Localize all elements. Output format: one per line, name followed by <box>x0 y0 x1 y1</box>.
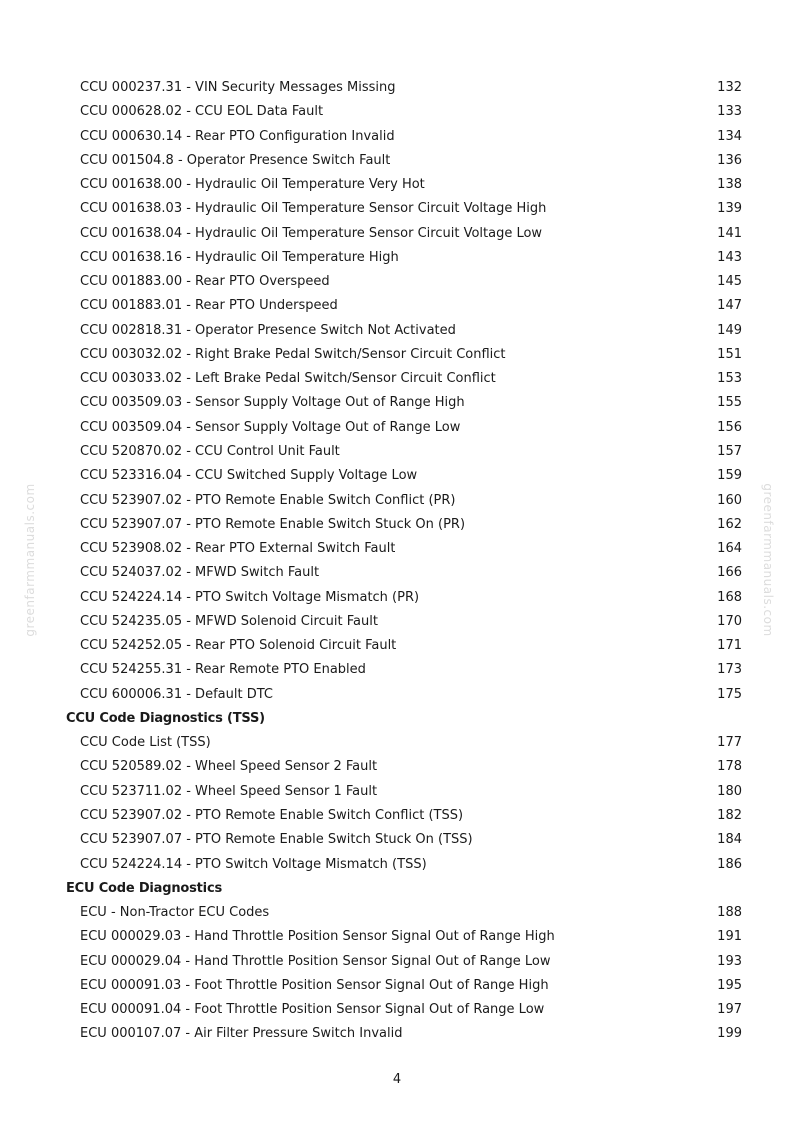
entry-title: ECU 000091.04 - Foot Throttle Position Sensor Signal Out of Range Low <box>80 1002 545 1018</box>
toc-entry[interactable] <box>66 974 742 998</box>
entry-title: ECU 000029.04 - Hand Throttle Position Sensor Signal Out of Range Low <box>80 953 551 969</box>
entry-title: CCU 001883.01 - Rear PTO Underspeed <box>80 298 338 314</box>
toc-entry[interactable] <box>66 901 742 925</box>
entry-title: CCU 524037.02 - MFWD Switch Fault <box>80 565 320 581</box>
toc-entry[interactable] <box>66 731 742 755</box>
toc-entry[interactable] <box>66 755 742 779</box>
entry-title: CCU 000630.14 - Rear PTO Configuration Invalid <box>80 128 395 144</box>
toc-entry[interactable] <box>66 950 742 974</box>
entry-title: CCU 003509.04 - Sensor Supply Voltage Out of Range Low <box>80 419 461 435</box>
entry-page-number: 184 <box>717 832 742 848</box>
toc-entry[interactable] <box>66 828 742 852</box>
toc-entry[interactable] <box>66 319 742 343</box>
entry-page-number: 157 <box>717 443 742 459</box>
toc-entry[interactable] <box>66 489 742 513</box>
entry-page-number: 160 <box>717 492 742 508</box>
entry-page-number: 145 <box>717 274 742 290</box>
entry-page-number: 175 <box>717 686 742 702</box>
entry-page-number: 199 <box>717 1026 742 1042</box>
watermark-left: greenfarmmanuals.com <box>23 483 37 637</box>
entry-page-number: 143 <box>717 249 742 265</box>
toc-entry[interactable] <box>66 149 742 173</box>
entry-page-number: 188 <box>717 905 742 921</box>
entry-title: ECU - Non-Tractor ECU Codes <box>80 905 270 921</box>
toc-section-heading <box>66 877 742 901</box>
entry-page-number: 178 <box>717 759 742 775</box>
toc-entry[interactable] <box>66 246 742 270</box>
entry-title: ECU 000091.03 - Foot Throttle Position Sensor Signal Out of Range High <box>80 977 549 993</box>
toc-entry[interactable] <box>66 610 742 634</box>
entry-page-number: 159 <box>717 468 742 484</box>
entry-page-number: 166 <box>717 565 742 581</box>
toc-entry[interactable] <box>66 658 742 682</box>
entry-title: CCU 002818.31 - Operator Presence Switch Not Activated <box>80 322 456 338</box>
toc-entry[interactable] <box>66 294 742 318</box>
entry-title: CCU 523316.04 - CCU Switched Supply Voltage Low <box>80 468 418 484</box>
toc-entry[interactable] <box>66 391 742 415</box>
toc-entry[interactable] <box>66 925 742 949</box>
entry-page-number: 138 <box>717 177 742 193</box>
entry-title: CCU 003509.03 - Sensor Supply Voltage Out of Range High <box>80 395 465 411</box>
entry-page-number: 191 <box>717 929 742 945</box>
entry-page-number: 195 <box>717 977 742 993</box>
entry-page-number: 162 <box>717 516 742 532</box>
toc-entry[interactable] <box>66 634 742 658</box>
entry-title: CCU 000628.02 - CCU EOL Data Fault <box>80 104 324 120</box>
entry-page-number: 193 <box>717 953 742 969</box>
section-title: CCU Code Diagnostics (TSS) <box>66 710 265 726</box>
entry-page-number: 173 <box>717 662 742 678</box>
entry-page-number: 168 <box>717 589 742 605</box>
toc-entry[interactable] <box>66 270 742 294</box>
entry-page-number: 136 <box>717 152 742 168</box>
entry-page-number: 153 <box>717 371 742 387</box>
entry-title: CCU 001638.04 - Hydraulic Oil Temperature Sensor Circuit Voltage Low <box>80 225 543 241</box>
entry-title: CCU Code List (TSS) <box>80 735 211 751</box>
entry-page-number: 171 <box>717 638 742 654</box>
toc-entry[interactable] <box>66 197 742 221</box>
entry-page-number: 139 <box>717 201 742 217</box>
entry-title: CCU 003033.02 - Left Brake Pedal Switch/Sensor Circuit Conflict <box>80 371 496 387</box>
entry-page-number: 133 <box>717 104 742 120</box>
entry-page-number: 151 <box>717 346 742 362</box>
entry-title: CCU 001883.00 - Rear PTO Overspeed <box>80 274 330 290</box>
toc-entry[interactable] <box>66 537 742 561</box>
entry-title: CCU 524255.31 - Rear Remote PTO Enabled <box>80 662 366 678</box>
entry-title: CCU 001638.03 - Hydraulic Oil Temperature Sensor Circuit Voltage High <box>80 201 547 217</box>
toc-entry[interactable] <box>66 464 742 488</box>
entry-title: CCU 523907.07 - PTO Remote Enable Switch Stuck On (PR) <box>80 516 466 532</box>
section-title: ECU Code Diagnostics <box>66 880 222 896</box>
entry-page-number: 164 <box>717 541 742 557</box>
toc-entry[interactable] <box>66 998 742 1022</box>
toc-entry[interactable] <box>66 561 742 585</box>
entry-title: CCU 523711.02 - Wheel Speed Sensor 1 Fault <box>80 783 378 799</box>
toc-entry[interactable] <box>66 100 742 124</box>
toc-entry[interactable] <box>66 683 742 707</box>
toc-entry[interactable] <box>66 343 742 367</box>
entry-title: CCU 001638.00 - Hydraulic Oil Temperature Very Hot <box>80 177 425 193</box>
toc-entry[interactable] <box>66 780 742 804</box>
entry-title: CCU 524224.14 - PTO Switch Voltage Mismatch (TSS) <box>80 856 427 872</box>
toc-entry[interactable] <box>66 804 742 828</box>
entry-page-number: 134 <box>717 128 742 144</box>
table-of-contents <box>66 76 742 1047</box>
entry-title: CCU 600006.31 - Default DTC <box>80 686 273 702</box>
entry-page-number: 141 <box>717 225 742 241</box>
toc-section-heading <box>66 707 742 731</box>
entry-page-number: 149 <box>717 322 742 338</box>
entry-title: CCU 003032.02 - Right Brake Pedal Switch/Sensor Circuit Conflict <box>80 346 506 362</box>
watermark-right: greenfarmmanuals.com <box>761 483 775 637</box>
toc-entry[interactable] <box>66 367 742 391</box>
toc-entry[interactable] <box>66 586 742 610</box>
entry-page-number: 155 <box>717 395 742 411</box>
entry-title: CCU 523908.02 - Rear PTO External Switch Fault <box>80 541 396 557</box>
entry-title: CCU 000237.31 - VIN Security Messages Missing <box>80 80 396 95</box>
entry-page-number: 156 <box>717 419 742 435</box>
entry-title: CCU 524224.14 - PTO Switch Voltage Mismatch (PR) <box>80 589 420 605</box>
entry-title: ECU 000029.03 - Hand Throttle Position Sensor Signal Out of Range High <box>80 929 555 945</box>
entry-page-number: 147 <box>717 298 742 314</box>
toc-entry[interactable] <box>66 440 742 464</box>
toc-entry[interactable] <box>66 513 742 537</box>
entry-title: CCU 523907.02 - PTO Remote Enable Switch Conflict (TSS) <box>80 807 464 823</box>
entry-title: CCU 001504.8 - Operator Presence Switch Fault <box>80 152 391 168</box>
entry-title: CCU 001638.16 - Hydraulic Oil Temperature High <box>80 249 399 265</box>
toc-entry[interactable] <box>66 125 742 149</box>
entry-title: CCU 520589.02 - Wheel Speed Sensor 2 Fault <box>80 759 378 775</box>
entry-title: CCU 523907.07 - PTO Remote Enable Switch Stuck On (TSS) <box>80 832 473 848</box>
toc-entry[interactable] <box>66 173 742 197</box>
page-number: 4 <box>392 1072 402 1087</box>
entry-title: ECU 000107.07 - Air Filter Pressure Switch Invalid <box>80 1026 403 1042</box>
entry-title: CCU 523907.02 - PTO Remote Enable Switch Conflict (PR) <box>80 492 456 508</box>
entry-page-number: 197 <box>717 1002 742 1018</box>
toc-entry[interactable] <box>66 853 742 877</box>
entry-page-number: 132 <box>717 80 742 95</box>
toc-entry[interactable] <box>66 1022 742 1046</box>
entry-title: CCU 524235.05 - MFWD Solenoid Circuit Fault <box>80 613 378 629</box>
entry-page-number: 180 <box>717 783 742 799</box>
toc-entry[interactable] <box>66 416 742 440</box>
toc-entry[interactable] <box>66 222 742 246</box>
entry-page-number: 177 <box>717 735 742 751</box>
entry-page-number: 186 <box>717 856 742 872</box>
entry-title: CCU 524252.05 - Rear PTO Solenoid Circuit Fault <box>80 638 397 654</box>
entry-page-number: 170 <box>717 613 742 629</box>
entry-page-number: 182 <box>717 807 742 823</box>
toc-entry[interactable] <box>66 76 742 100</box>
entry-title: CCU 520870.02 - CCU Control Unit Fault <box>80 443 340 459</box>
